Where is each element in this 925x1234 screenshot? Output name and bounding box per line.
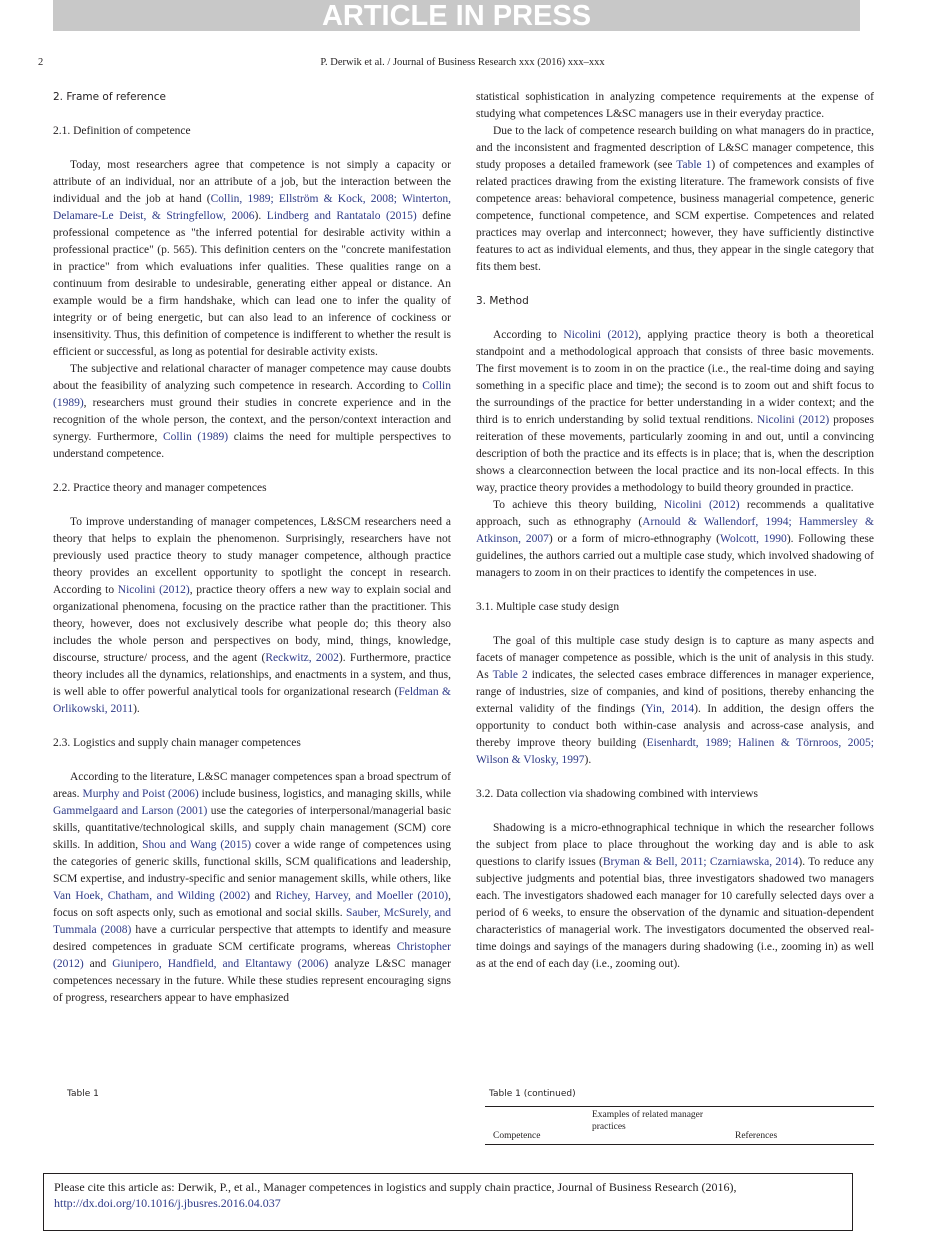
citation-link[interactable]: Eisenhardt, 1989; Halinen & Törnroos, 2005; Wilson & Vlosky, 1997	[476, 737, 874, 766]
section-heading-method: 3. Method	[476, 295, 529, 307]
paragraph: To improve understanding of manager competences, L&SCM researchers need a theory that helps to explain the phenomenon. Surprisingly, researchers have not previously used practice theory to study manager competence, although practice theory provides an excellent opportunity to spotlight the concept in research. According to Nicolini (2012), practice theory offers a new way to explain social and organizational phenomena, focusing on the practice rather than the practitioner. This theory, however, does not exclusively describe what people do; this theory also includes the whole person and perspectives on body, mind, things, knowledge, discourse, structure/ process, and the agent (Reckwitz, 2002). Furthermore, practice theory includes all the dynamics, relationships, and enactments in a system, and thus, is well able to offer powerful analytical tools for organizational research (Feldman & Orlikowski, 2011).	[53, 516, 451, 715]
citation-link[interactable]: Feldman & Orlikowski, 2011	[53, 686, 451, 715]
paragraph: According to the literature, L&SC manager competences span a broad spectrum of areas. Murphy and Poist (2006) include business, logistics, and managing skills, while Gammelgaard and Larson (2001) use the categories of interpersonal/managerial basic skills, quantitative/technological skills, and supply chain management (SCM) core skills. In addition, Shou and Wang (2015) cover a wide range of competences using the categories of generic skills, functional skills, SCM qualifications and leadership, SCM expertise, and industry-specific and senior management skills, while others, like Van Hoek, Chatham, and Wilding (2002) and Richey, Harvey, and Moeller (2010), focus on soft aspects only, such as emotional and social skills. Sauber, McSurely, and Tummala (2008) have a curricular perspective that attempts to identify and measure desired competences in graduate SCM certificate programs, whereas Christopher (2012) and Giunipero, Handfield, and Eltantawy (2006) analyze L&SC manager competences necessary in the future. While these studies represent encouraging signs of progress, researchers appear to have emphasized	[53, 771, 452, 1004]
citation-text: Please cite this article as: Derwik, P., et al., Manager competences in logistics and supply chain practice, Journal of Business Research (2016),	[54, 1180, 737, 1194]
paragraph: The subjective and relational character of manager competence may cause doubts about the feasibility of analyzing such competence in research. According to Collin (1989), researchers must ground their studies in concrete experience and in the recognition of the whole person, the context, and the person/context interaction and synergy. Furthermore, Collin (1989) claims the need for multiple perspectives to understand competence.	[53, 363, 451, 460]
section-heading-frame: 2. Frame of reference	[53, 91, 167, 103]
table-1-header	[485, 1106, 874, 1145]
article-in-press-banner: ARTICLE IN PRESS	[53, 0, 860, 31]
subsection-heading-practice-theory: 2.2. Practice theory and manager competences	[53, 482, 267, 494]
citation-link[interactable]: Collin (1989)	[163, 431, 229, 443]
citation-link[interactable]: Murphy and Poist (2006)	[82, 788, 199, 800]
paragraph: statistical sophistication in analyzing competence requirements at the expense of studying what competences L&SC managers use in their everyday practice.	[476, 91, 874, 120]
table-1-caption: Table 1	[67, 1089, 99, 1099]
citation-link[interactable]: Van Hoek, Chatham, and Wilding (2002)	[53, 890, 250, 902]
subsection-heading-logistics: 2.3. Logistics and supply chain manager competences	[53, 737, 301, 749]
subsection-heading-data-collection: 3.2. Data collection via shadowing combined with interviews	[476, 788, 759, 800]
citation-link[interactable]: Collin (1989)	[53, 380, 451, 409]
citation-link[interactable]: Gammelgaard and Larson (2001)	[53, 805, 208, 817]
running-head: P. Derwik et al. / Journal of Business Research xxx (2016) xxx–xxx	[320, 57, 605, 68]
citation-link[interactable]: Nicolini (2012)	[663, 499, 740, 511]
paragraph: The goal of this multiple case study design is to capture as many aspects and facets of manager competence as possible, which is the unit of analysis in this study. As Table 2 indicates, the selected cases embrace differences in manager experience, range of industries, size of companies, and kind of positions, thereby enhancing the external validity of the findings (Yin, 2014). In addition, the design offers the opportunity to conduct both within-case analysis and across-case analysis, and thereby improve theory building (Eisenhardt, 1989; Halinen & Törnroos, 2005; Wilson & Vlosky, 1997).	[476, 635, 874, 766]
right-column	[476, 89, 874, 973]
citation-link[interactable]: Sauber, McSurely, and Tummala (2008)	[53, 907, 452, 936]
citation-link[interactable]: Shou and Wang (2015)	[142, 839, 252, 851]
table-1-continued-caption: Table 1 (continued)	[489, 1089, 576, 1099]
doi-link[interactable]: http://dx.doi.org/10.1016/j.jbusres.2016.04.037	[54, 1196, 281, 1210]
citation-link[interactable]: Giunipero, Handfield, and Eltantawy (2006)	[112, 958, 329, 970]
page-number: 2	[38, 57, 44, 68]
paragraph: Shadowing is a micro-ethnographical technique in which the researcher follows the subject from place to place throughout the working day and is able to ask questions to clarify issues (Bryman & Bell, 2011; Czarniawska, 2014). To reduce any subjective judgments and potential bias, three investigators shadowed two managers each. The investigators shadowed each manager for 10 carefully selected days over a period of 6 weeks, to ensure the observation of the dynamic and situation-dependent characteristics of managerial work. The investigators documented the observed real-time doings and sayings of the managers during shadowing (i.e., zooming in) as well as at the end of each day (i.e., zooming out).	[476, 822, 874, 970]
citation-link[interactable]: Bryman & Bell, 2011; Czarniawska, 2014	[602, 856, 799, 868]
paragraph: According to Nicolini (2012), applying practice theory is both a theoretical standpoint and a methodological approach that consists of three basic movements. The first movement is to zoom in on the practice (i.e., the real-time doing and saying something in a specific place and time); the second is to zoom out and shift focus to the surroundings of the practice for better understanding in a wider context; and the third is to enrich understanding by solid textual renditions. Nicolini (2012) proposes reiteration of these movements, particularly zooming in and out, until a convincing description of both the practice and its effects is in place; that is, when the description shows a clearconnection between the local practice and its non-local effects. In this way, practice theory provides a methodology to build theory grounded in practice.	[476, 329, 874, 494]
subsection-heading-definition: 2.1. Definition of competence	[53, 125, 191, 137]
citation-link[interactable]: Table 1	[676, 159, 712, 171]
column-header-examples: Examples of related manager practices	[592, 1110, 704, 1132]
citation-link[interactable]: Yin, 2014	[645, 703, 695, 715]
citation-link[interactable]: Christopher (2012)	[53, 941, 451, 970]
citation-link[interactable]: Table 2	[492, 669, 528, 681]
citation-link[interactable]: Nicolini (2012)	[117, 584, 190, 596]
citation-link[interactable]: Lindberg and Rantatalo (2015)	[266, 210, 417, 222]
citation-link[interactable]: Richey, Harvey, and Moeller (2010)	[275, 890, 449, 902]
citation-box	[43, 1173, 853, 1231]
paragraph: Today, most researchers agree that competence is not simply a capacity or attribute of an individual, nor an attribute of a job, but the interaction between the individual and the job at hand (Collin, 1989; Ellström & Kock, 2008; Winterton, Delamare-Le Deist, & Stringfellow, 2006). Lindberg and Rantatalo (2015) define professional competence as "the inferred potential for desirable activity within a professional practice" (p. 565). This definition centers on the "concrete manifestation in practice" from which evaluations infer qualities. These qualities range on a continuum from desirable to undesirable, generating either appeal or distance. An example would be a firm handshake, which can lead one to infer the quality of integrity or of being energetic, but can also lead to an inference of cockiness or insensitivity. Thus, this definition of competence is indifferent to whether the result is efficient or successful, as long as potential for desirable activity exists.	[53, 159, 451, 358]
paragraph: To achieve this theory building, Nicolini (2012) recommends a qualitative approach, such as ethnography (Arnould & Wallendorf, 1994; Hammersley & Atkinson, 2007) or a form of micro-ethnography (Wolcott, 1990). Following these guidelines, the authors carried out a multiple case study, which involved shadowing of managers to zoom in on their practices to identify the competences in use.	[476, 499, 875, 579]
citation-link[interactable]: Nicolini (2012)	[757, 414, 830, 426]
citation-link[interactable]: Collin, 1989; Ellström & Kock, 2008; Winterton, Delamare-Le Deist, & Stringfellow, 2006	[53, 193, 451, 222]
subsection-heading-case-study: 3.1. Multiple case study design	[476, 601, 620, 613]
left-column	[53, 89, 451, 1007]
column-header-competence: Competence	[493, 1131, 541, 1141]
citation-link[interactable]: Wolcott, 1990	[720, 533, 787, 545]
column-header-references: References	[735, 1131, 778, 1141]
citation-link[interactable]: Nicolini (2012)	[563, 329, 639, 341]
paragraph: Due to the lack of competence research building on what managers do in practice, and the inconsistent and fragmented description of L&SC manager competence, this study proposes a detailed framework (see Table 1) of competences and examples of related practices drawing from the existing literature. The framework consists of five competence areas: behavioral competence, business managerial competence, generic competence, functional competence, and SCM expertise. Competences and related practices may overlap and interconnect; however, they have sufficiently distinctive features to act as individual elements, and thus, they appear in the single category that fits them best.	[476, 125, 874, 273]
citation-link[interactable]: Arnould & Wallendorf, 1994; Hammersley & Atkinson, 2007	[476, 516, 874, 545]
citation-link[interactable]: Reckwitz, 2002	[265, 652, 339, 664]
